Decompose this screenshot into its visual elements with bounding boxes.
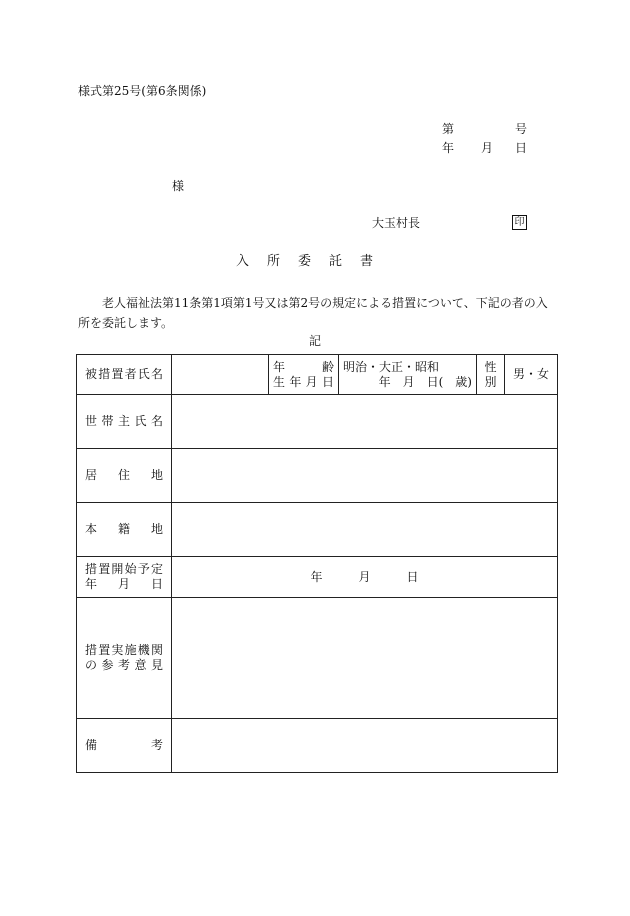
table-row: [77, 355, 558, 395]
sex-label-top: 性: [484, 359, 497, 374]
date-year-label: 年: [442, 141, 455, 155]
number-dai: 第: [442, 122, 455, 136]
title-char: 所: [267, 254, 281, 269]
agency-opinion-label-top: 措置実施機関: [85, 643, 163, 657]
sex-options[interactable]: 男・女: [505, 355, 558, 395]
form-number: 様式第25号(第6条関係): [78, 84, 207, 98]
agency-opinion-label-bottom: の参考意見: [85, 658, 163, 672]
domicile-field[interactable]: [172, 503, 558, 557]
label-residence: 居住地: [77, 449, 172, 503]
sender-name: 大玉村長: [372, 216, 421, 230]
household-head-field[interactable]: [172, 395, 558, 449]
table-row: [77, 395, 558, 449]
agency-opinion-field[interactable]: [172, 598, 558, 719]
age-birthdate-label: [269, 355, 339, 395]
start-date-label-bottom: 年 月 日: [85, 577, 163, 591]
sex-label: [477, 355, 505, 395]
label-domicile: 本籍地: [77, 503, 172, 557]
number-go: 号: [515, 122, 528, 136]
table-row: [77, 719, 558, 773]
document-title: [236, 255, 391, 268]
ki-label: 記: [309, 334, 322, 348]
date-month-label: 月: [481, 141, 494, 155]
birthdate-label: 生年月日: [273, 374, 334, 389]
title-char: 委: [298, 254, 312, 269]
date-day-label: 日: [515, 141, 528, 155]
table-row: [77, 557, 558, 598]
birthdate-field[interactable]: [339, 355, 477, 395]
remarks-field[interactable]: [172, 719, 558, 773]
label-agency-opinion: [77, 598, 172, 719]
label-person-name: 被措置者氏名: [77, 355, 172, 395]
person-name-field[interactable]: [172, 355, 269, 395]
table-row: [77, 598, 558, 719]
label-remarks: 備考: [77, 719, 172, 773]
sex-label-bottom: 別: [484, 374, 497, 389]
start-date-field[interactable]: 年 月 日: [172, 557, 558, 598]
addressee-suffix: 様: [172, 179, 185, 193]
table-row: [77, 503, 558, 557]
age-label: 年 齢: [273, 359, 334, 374]
label-household-head: 世帯主氏名: [77, 395, 172, 449]
title-char: 入: [236, 254, 250, 269]
residence-field[interactable]: [172, 449, 558, 503]
birthdate-format: 年 月 日( 歳): [378, 374, 472, 389]
label-start-date: [77, 557, 172, 598]
title-char: 託: [329, 254, 343, 269]
seal-box: 印: [512, 215, 527, 230]
title-char: 書: [360, 254, 374, 269]
table-row: [77, 449, 558, 503]
era-options: 明治・大正・昭和: [343, 359, 440, 374]
start-date-label-top: 措置開始予定: [85, 562, 163, 576]
body-text: 老人福祉法第11条第1項第1号又は第2号の規定による措置について、下記の者の入所を委託します。: [78, 296, 548, 330]
entrustment-form-table: [76, 354, 558, 773]
